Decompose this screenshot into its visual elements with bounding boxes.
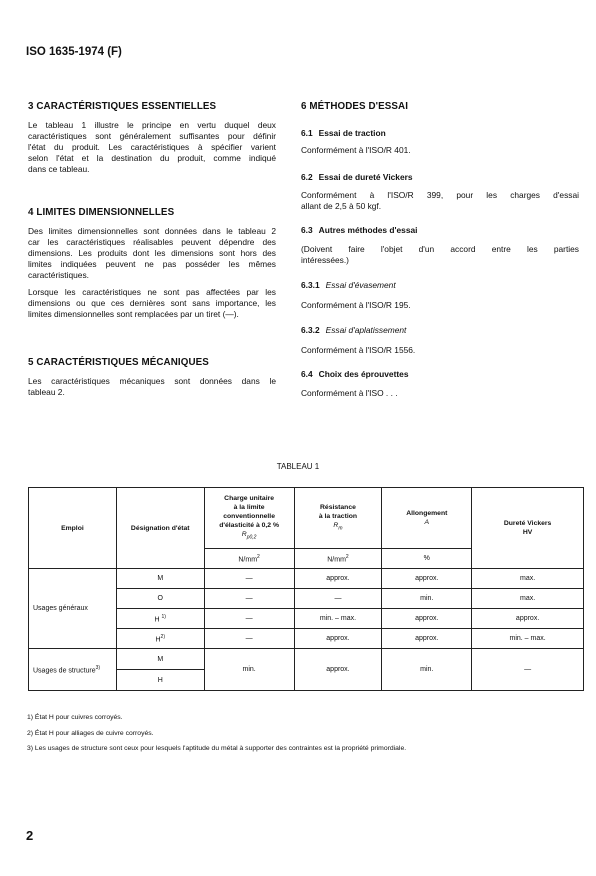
column-header-vickers	[472, 488, 584, 569]
allongement-cell: min.	[382, 649, 472, 691]
vickers-cell: max.	[472, 569, 584, 589]
header-line: HV	[522, 529, 533, 536]
state-cell: H	[116, 670, 204, 691]
column-header-charge	[204, 488, 294, 549]
text-line: dans ce tableau.	[28, 164, 90, 174]
column-header-emploi: Emploi	[29, 488, 117, 569]
resistance-cell: approx.	[294, 649, 382, 691]
section-6-3-2-text: Conformément à l'ISO/R 1556.	[301, 345, 416, 355]
footnote: 1) État H pour cuivres corroyés.	[27, 714, 123, 721]
header-line: d'élasticité à 0,2 %	[219, 521, 280, 529]
text-line: intéressées.)	[301, 255, 349, 265]
text-line: Les caractéristiques mécaniques sont données dans le	[28, 376, 276, 386]
symbol-subscript: m	[338, 525, 343, 532]
section-title: Essai d'évasement	[325, 280, 396, 290]
header-line: conventionnelle	[223, 512, 275, 520]
text-line: limites dimensionnelles sont remplacées par un tiret (—).	[28, 309, 239, 319]
allongement-cell: approx.	[382, 629, 472, 649]
resistance-cell: approx.	[294, 569, 382, 589]
section-6-3-heading	[301, 225, 417, 235]
header-symbol	[207, 530, 292, 542]
charge-cell: —	[204, 589, 294, 609]
section-5-body	[28, 376, 276, 398]
column-header-resistance	[294, 488, 382, 549]
section-6-title: 6 MÉTHODES D'ESSAI	[301, 101, 409, 112]
table-header-row	[29, 488, 584, 549]
table-row	[29, 649, 584, 670]
resistance-cell: min. – max.	[294, 609, 382, 629]
charge-cell: —	[204, 629, 294, 649]
section-5-title: 5 CARACTÉRISTIQUES MÉCANIQUES	[28, 357, 209, 368]
charge-cell: —	[204, 569, 294, 589]
text-line: allant de 2,5 à 50 kgf.	[301, 201, 382, 211]
section-number: 6.2	[301, 172, 313, 182]
section-6-2-body	[301, 190, 579, 212]
text-line: selon l'état et la destination du produit, comme indiqué	[28, 153, 276, 163]
section-number: 6.3	[301, 225, 313, 235]
group-label: Usages de structure	[33, 667, 96, 675]
header-symbol: A	[424, 519, 430, 526]
footnote-ref: 3)	[95, 664, 101, 671]
section-number: 6.4	[301, 369, 313, 379]
section-title: Essai de traction	[318, 128, 386, 138]
charge-cell: min.	[204, 649, 294, 691]
footnote: 2) État H pour alliages de cuivre corroyés.	[27, 730, 154, 737]
column-header-designation: Désignation d'état	[116, 488, 204, 569]
vickers-cell: —	[472, 649, 584, 691]
state-cell: M	[116, 649, 204, 670]
unit-cell	[294, 549, 382, 569]
section-6-2-heading	[301, 172, 413, 182]
header-line: Résistance	[320, 503, 356, 511]
section-title: Essai d'aplatissement	[325, 325, 407, 335]
unit-exponent: 2	[257, 553, 260, 560]
symbol-subscript: p0,2	[246, 534, 257, 541]
text-line: Conformément à l'ISO/R 399, pour les charges d'essai	[301, 190, 579, 200]
allongement-cell: min.	[382, 589, 472, 609]
text-line: l'état du produit. Les caractéristiques à spécifier varient	[28, 142, 276, 152]
section-6-3-1-heading	[301, 280, 396, 291]
text-line: dimensions ou que ces dernières sont sans importance, les	[28, 298, 276, 308]
vickers-cell: max.	[472, 589, 584, 609]
section-number: 6.3.1	[301, 280, 320, 290]
section-6-3-2-heading	[301, 325, 406, 336]
header-symbol	[297, 521, 380, 533]
document-header: ISO 1635-1974 (F)	[26, 46, 122, 58]
unit-cell	[204, 549, 294, 569]
resistance-cell: approx.	[294, 629, 382, 649]
section-6-3-body	[301, 244, 579, 266]
unit: N/mm	[327, 556, 346, 564]
text-line: Des limites dimensionnelles sont données dans le tableau 2	[28, 226, 276, 236]
table-caption: TABLEAU 1	[276, 462, 320, 471]
column-header-allongement	[382, 488, 472, 549]
vickers-cell: min. – max.	[472, 629, 584, 649]
text-line: caractéristiques sont généralement suffisantes pour définir	[28, 131, 276, 141]
symbol: R	[333, 521, 339, 529]
text-line: Lorsque les caractéristiques ne sont pas affectées par les	[28, 287, 276, 297]
footnote: 3) Les usages de structure sont ceux pour lesquels l'aptitude du métal à supporter des contraintes est la propriété primordiale.	[27, 745, 407, 752]
page-number: 2	[26, 828, 34, 843]
state-cell: M	[116, 569, 204, 589]
state-cell	[116, 629, 204, 649]
unit-cell: %	[382, 549, 472, 569]
header-line: à la limite	[233, 503, 265, 511]
text-line: (Doivent faire l'objet d'un accord entre les parties	[301, 244, 579, 254]
section-3-body	[28, 120, 276, 175]
unit: N/mm	[238, 556, 258, 564]
section-4-body	[28, 226, 276, 320]
section-number: 6.1	[301, 128, 313, 138]
section-3-title: 3 CARACTÉRISTIQUES ESSENTIELLES	[28, 101, 217, 112]
symbol: R	[241, 530, 247, 538]
vickers-cell: approx.	[472, 609, 584, 629]
unit-exponent: 2	[345, 553, 349, 560]
table-row	[29, 569, 584, 589]
section-title: Choix des éprouvettes	[318, 369, 409, 379]
text-line: dimensions. Les produits dont les dimensions sont hors des	[28, 248, 276, 258]
allongement-cell: approx.	[382, 609, 472, 629]
section-6-1-text: Conformément à l'ISO/R 401.	[301, 145, 411, 155]
group-label-usages-generaux: Usages généraux	[29, 569, 117, 649]
section-4-title: 4 LIMITES DIMENSIONNELLES	[28, 207, 175, 218]
state: H	[155, 636, 161, 644]
data-table	[28, 487, 584, 691]
section-6-1-heading	[301, 128, 386, 138]
section-6-4-text: Conformément à l'ISO . . .	[301, 388, 398, 398]
text-line: Le tableau 1 illustre le principe en vertu duquel deux	[28, 120, 276, 130]
header-line: à la traction	[318, 512, 358, 520]
header-line: Allongement	[406, 510, 448, 517]
section-number: 6.3.2	[301, 325, 320, 335]
footnote-ref: 1)	[161, 613, 166, 620]
resistance-cell: —	[294, 589, 382, 609]
state-cell	[116, 609, 204, 629]
footnote-ref: 2)	[160, 633, 165, 640]
allongement-cell: approx.	[382, 569, 472, 589]
text-line: limites indiquées peuvent ne pas posséder les mêmes	[28, 259, 276, 269]
section-6-3-1-text: Conformément à l'ISO/R 195.	[301, 300, 411, 310]
section-title: Autres méthodes d'essai	[318, 225, 418, 235]
text-line: tableau 2.	[28, 387, 65, 397]
state-cell: O	[116, 589, 204, 609]
text-line: caractéristiques.	[28, 270, 89, 280]
charge-cell: —	[204, 609, 294, 629]
state: H	[154, 616, 160, 624]
text-line: car les caractéristiques réalisables peuvent dépendre des	[28, 237, 276, 247]
header-line: Dureté Vickers	[503, 520, 552, 527]
section-title: Essai de dureté Vickers	[318, 172, 413, 182]
section-6-4-heading	[301, 369, 408, 379]
header-line: Charge unitaire	[224, 494, 275, 502]
group-label-usages-structure	[29, 649, 117, 691]
